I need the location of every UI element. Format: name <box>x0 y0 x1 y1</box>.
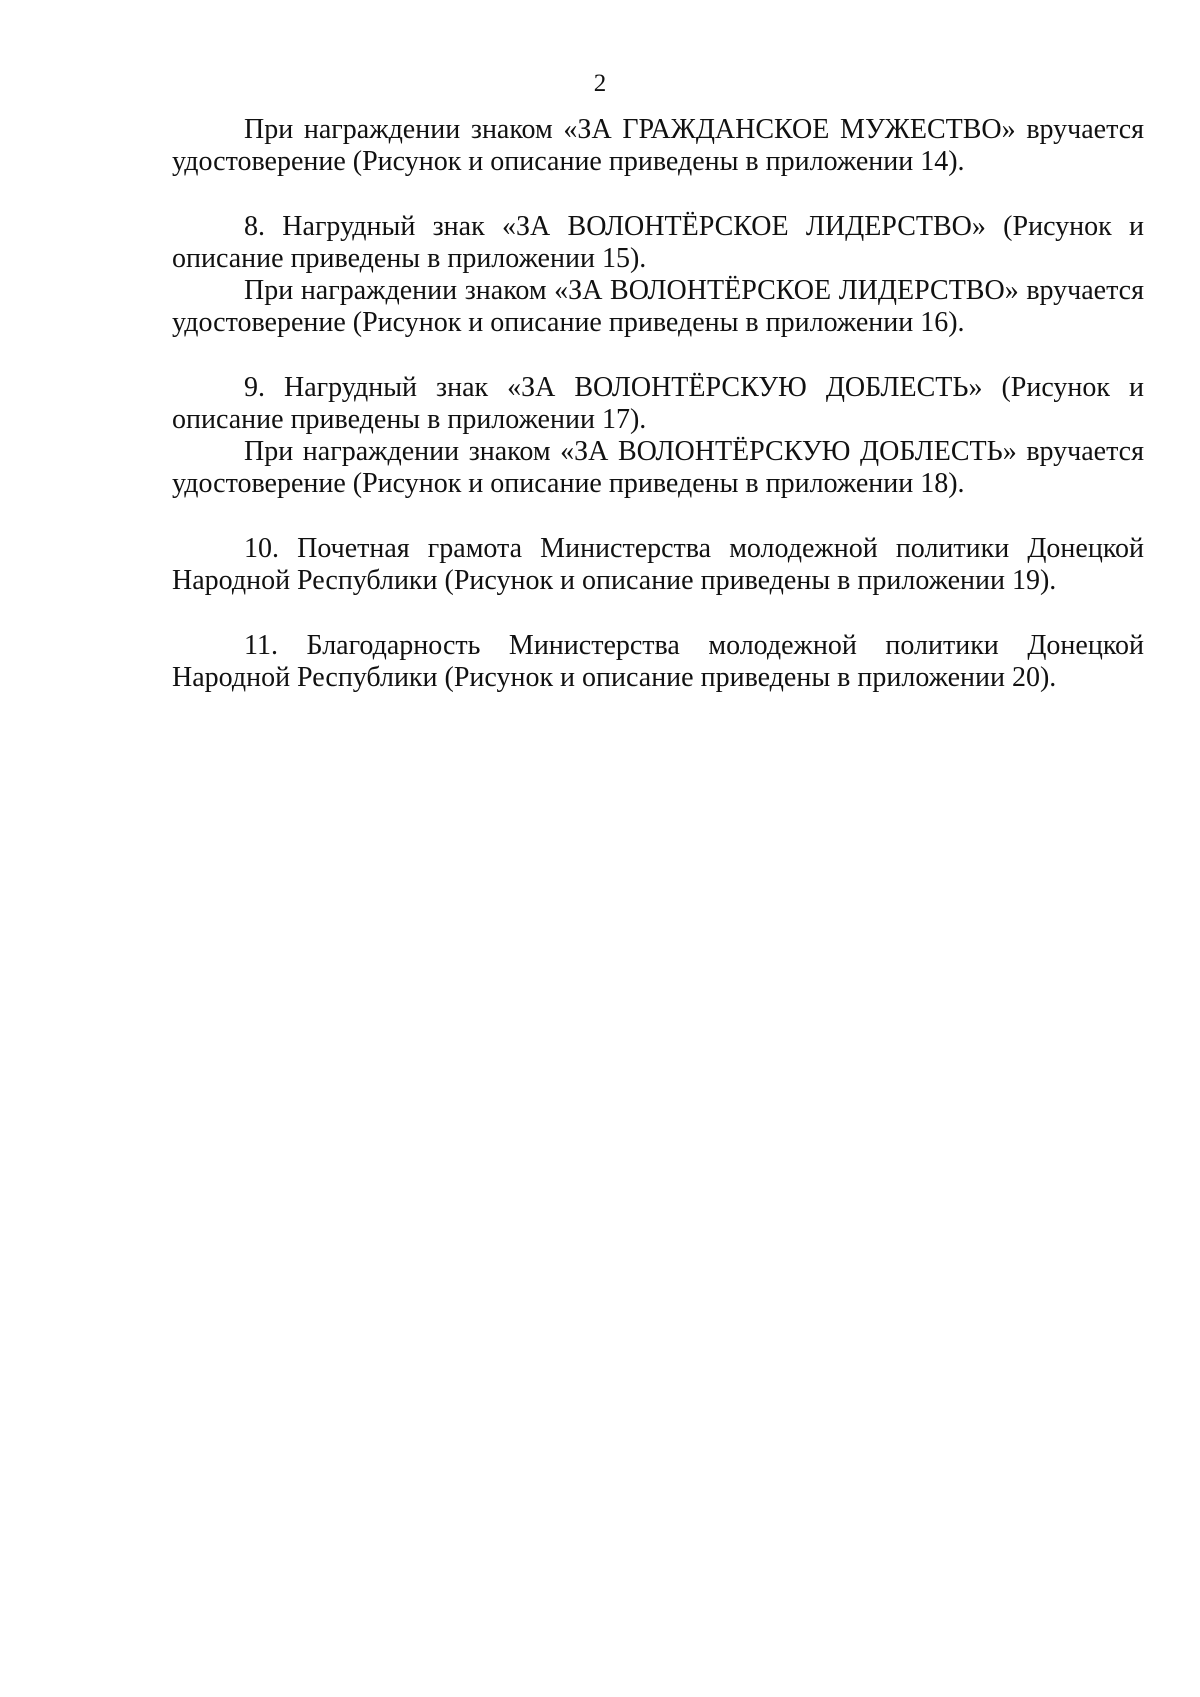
paragraph-volunteer-valor-certificate: При награждении знаком «ЗА ВОЛОНТЁРСКУЮ ДОБЛЕСТЬ» вручается удостоверение (Рисунок и описание приведены в приложении 18). <box>172 436 1144 499</box>
paragraph-honorary-diploma: 10. Почетная грамота Министерства молодежной политики Донецкой Народной Республики (Рисунок и описание приведены в приложении 19). <box>172 533 1144 596</box>
paragraph-volunteer-leadership-badge: 8. Нагрудный знак «ЗА ВОЛОНТЁРСКОЕ ЛИДЕРСТВО» (Рисунок и описание приведены в приложении 15). <box>172 211 1144 274</box>
paragraph-civil-courage-certificate: При награждении знаком «ЗА ГРАЖДАНСКОЕ МУЖЕСТВО» вручается удостоверение (Рисунок и описание приведены в приложении 14). <box>172 114 1144 177</box>
page-number: 2 <box>593 70 607 97</box>
paragraph-gratitude: 11. Благодарность Министерства молодежной политики Донецкой Народной Республики (Рисунок и описание приведены в приложении 20). <box>172 630 1144 693</box>
paragraph-volunteer-leadership-certificate: При награждении знаком «ЗА ВОЛОНТЁРСКОЕ ЛИДЕРСТВО» вручается удостоверение (Рисунок и описание приведены в приложении 16). <box>172 275 1144 338</box>
paragraph-volunteer-valor-badge: 9. Нагрудный знак «ЗА ВОЛОНТЁРСКУЮ ДОБЛЕСТЬ» (Рисунок и описание приведены в приложении 17). <box>172 372 1144 435</box>
document-body <box>172 114 1144 694</box>
